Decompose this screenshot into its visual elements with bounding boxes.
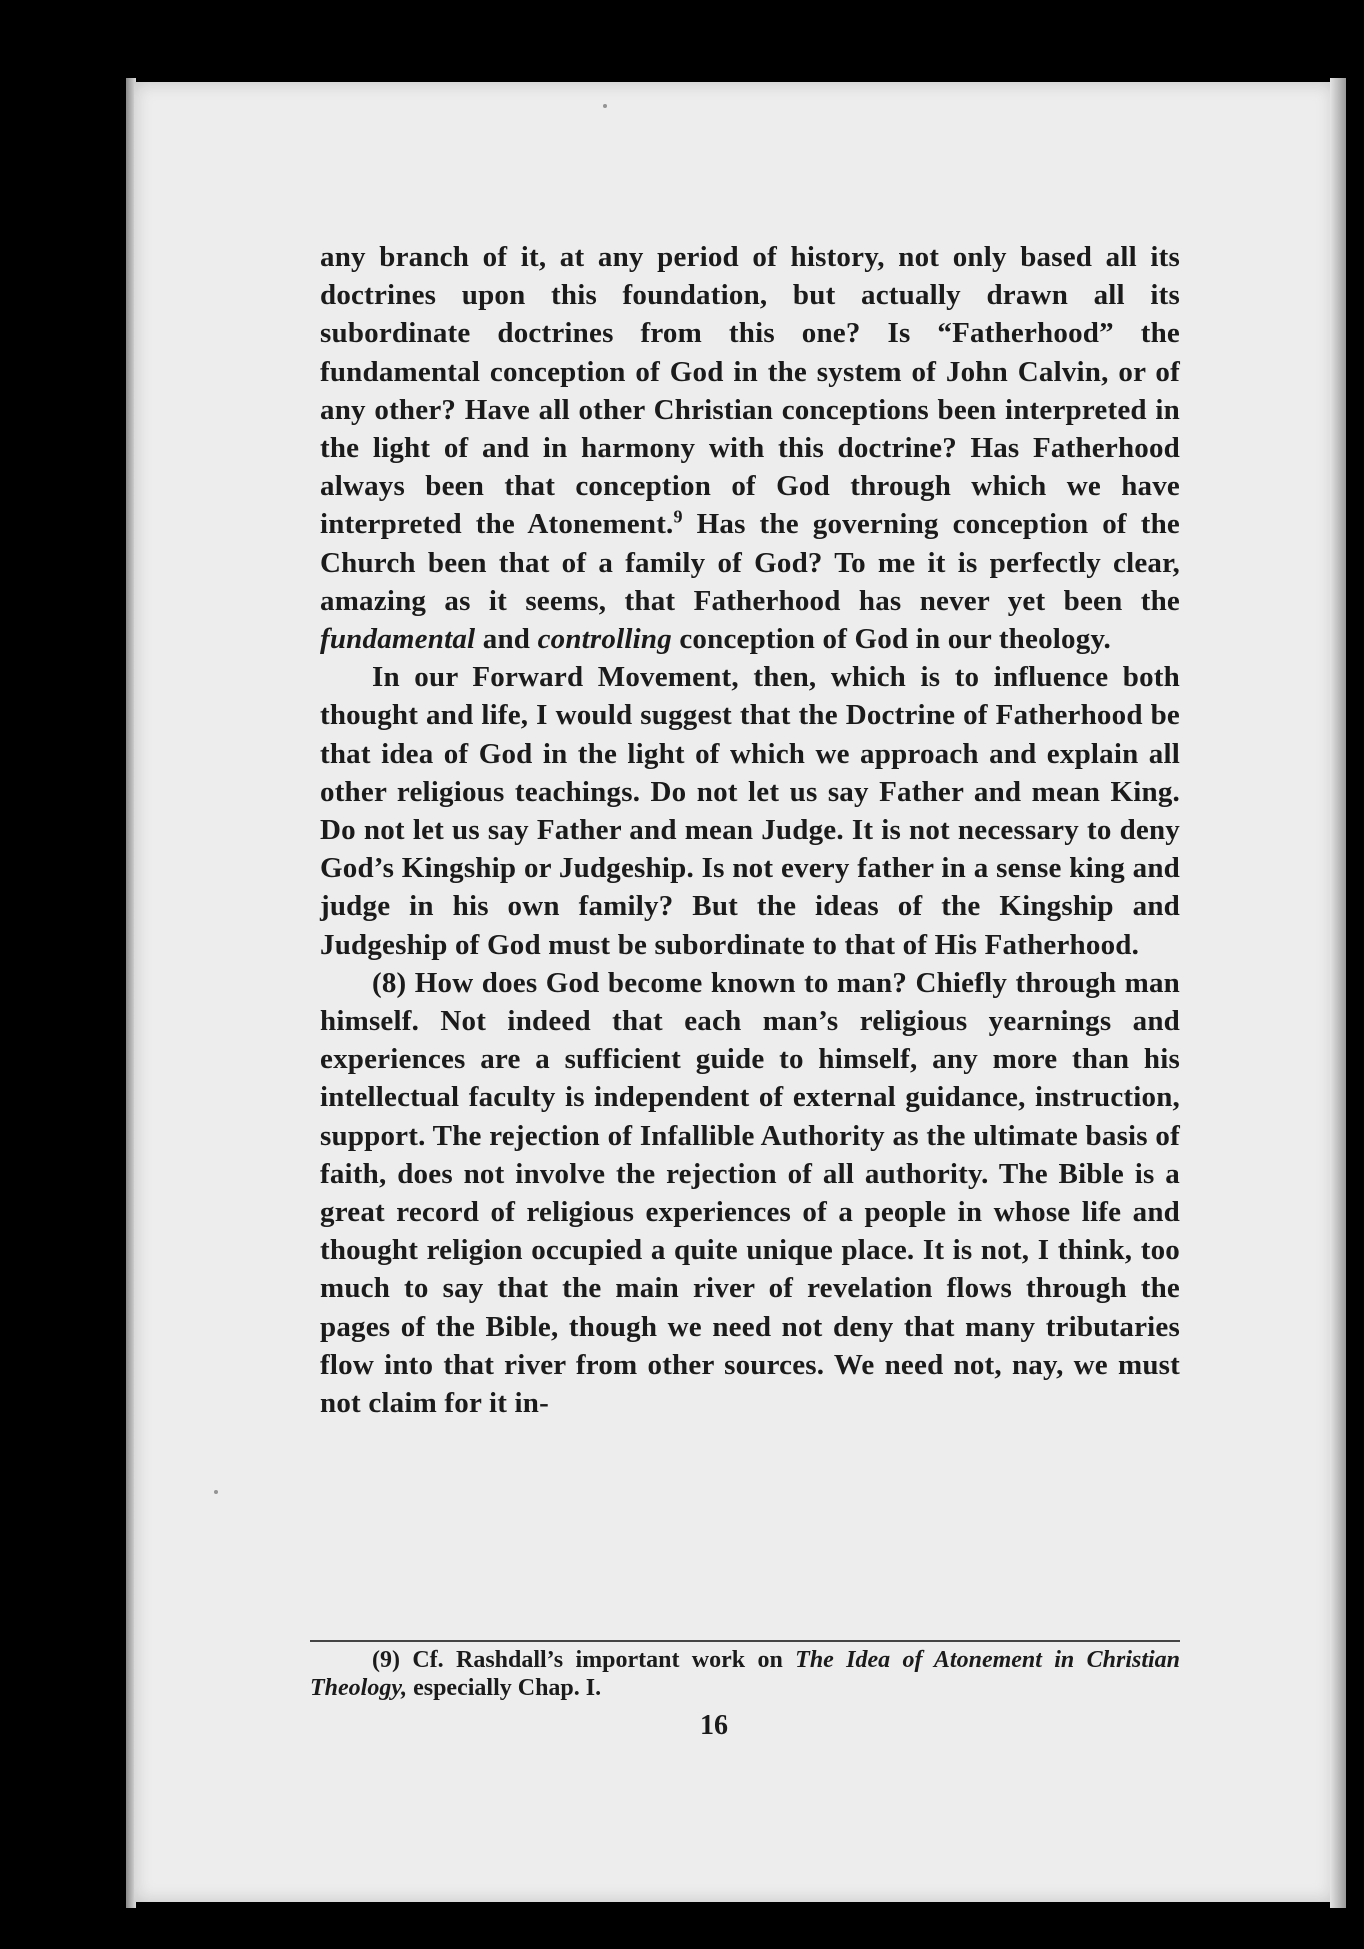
- page-number: 16: [700, 1710, 728, 1741]
- speck: [214, 1490, 218, 1494]
- footnote-rule: [310, 1640, 1180, 1642]
- emphasis-text: controlling: [537, 623, 672, 656]
- paragraph-text: Has the governing conception of the Church been that of a family of God? To me it is perfectly clear, amazing as it seems, that Fatherhood has never yet been the: [320, 508, 1180, 617]
- paragraph: In our Forward Movement, then, which is to influence both thought and life, I would suggest that the Doctrine of Fatherhood be that idea of God in the light of which we approach and explain all other religious teachings. Do not let us say Father and mean King. Do not let us say Father and mean Judge. It is not necessary to deny God’s Kingship or Judgeship. Is not every father in a sense king and judge in his own family? But the ideas of the Kingship and Judgeship of God must be subordinate to that of His Fatherhood.: [320, 661, 1180, 961]
- paragraph: (8) How does God become known to man? Chiefly through man himself. Not indeed that each man’s religious yearnings and experiences are a sufficient guide to himself, any more than his intellectual faculty is independent of external guidance, instruction, support. The rejection of Infallible Authority as the ultimate basis of faith, does not involve the rejection of all authority. The Bible is a great record of religious experiences of a people in whose life and thought religion occupied a quite unique place. It is not, I think, too much to say that the main river of revelation flows through the pages of the Bible, though we need not deny that many tributaries flow into that river from other sources. We need not, nay, we must not claim for it in-: [320, 966, 1180, 1420]
- footnote-reference: 9: [673, 506, 683, 527]
- paragraph-text: conception of God in our theology.: [671, 623, 1111, 656]
- body-text: [320, 238, 1180, 1422]
- footnote-text: Cf. Rashdall’s important work on: [399, 1647, 796, 1673]
- paragraph-text: and: [475, 623, 538, 656]
- page-right-edge: [1330, 78, 1346, 1908]
- footnote: [310, 1646, 1180, 1702]
- footnote-text: especially Chap. I.: [407, 1675, 602, 1701]
- paragraph: [320, 238, 1180, 658]
- speck: [603, 104, 607, 108]
- footnote-title: The Idea of Atonement in Christian Theology,: [310, 1647, 1181, 1701]
- emphasis-text: fundamental: [320, 623, 476, 656]
- paragraph-text: any branch of it, at any period of history, not only based all its doctrines upon this foundation, but actually drawn all its subordinate doctrines from this one? Is “Fatherhood” the fundamental conception of God in the system of John Calvin, or of any other? Have all other Christian conceptions been interpreted in the light of and in harmony with this doctrine? Has Fatherhood always been that conception of God through which we have interpreted the Atonement.: [320, 241, 1180, 541]
- footnote-marker: (9): [372, 1647, 400, 1673]
